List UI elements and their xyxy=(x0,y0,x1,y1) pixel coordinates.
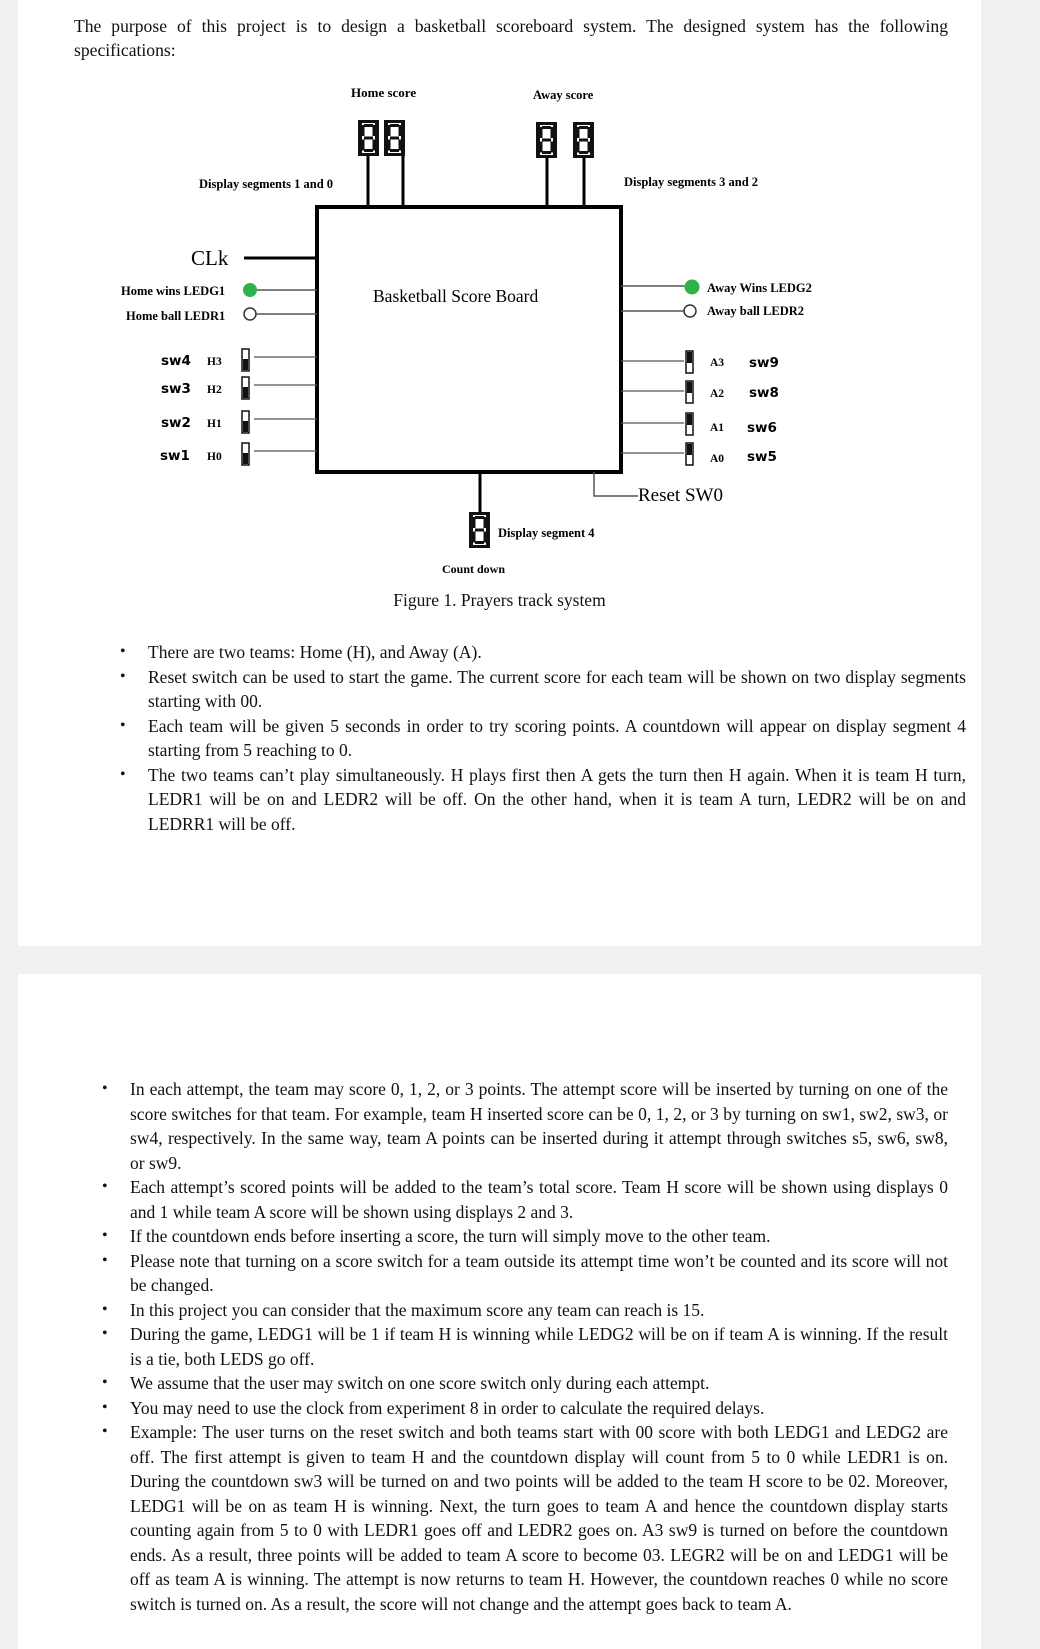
home-switch-row-3 xyxy=(160,443,317,465)
away-display-2 xyxy=(573,122,594,158)
clk-label: CLk xyxy=(191,246,229,270)
spec-list-1 xyxy=(92,640,966,836)
home-ball-label: Home ball LEDR1 xyxy=(126,309,226,323)
svg-text:A3: A3 xyxy=(710,357,725,369)
block-diagram xyxy=(18,0,981,600)
home-switch-row-1 xyxy=(161,377,317,399)
home-display-0 xyxy=(384,120,405,156)
svg-text:sw8: sw8 xyxy=(749,385,779,401)
home-switch-row-0 xyxy=(161,349,317,371)
svg-text:sw5: sw5 xyxy=(747,449,777,465)
list-item: • If the countdown ends before inserting a score, the turn will simply move to the other team. xyxy=(130,1224,948,1249)
figure-caption: Figure 1. Prayers track system xyxy=(393,590,606,610)
list-item: • During the game, LEDG1 will be 1 if team H is winning while LEDG2 will be on if team A is winning. If the result is a tie, both LEDS go off. xyxy=(130,1322,948,1371)
home-ball-led xyxy=(244,308,256,320)
reset-label: Reset SW0 xyxy=(638,485,723,506)
list-item: • There are two teams: Home (H), and Away (A). xyxy=(148,640,966,665)
spec-list-2 xyxy=(74,1077,948,1616)
svg-text:A2: A2 xyxy=(710,388,725,400)
home-switch-row-2 xyxy=(161,411,317,433)
list-item: • Reset switch can be used to start the game. The current score for each team will be shown on two display segments starting with 00. xyxy=(148,665,966,714)
away-ball-label: Away ball LEDR2 xyxy=(707,304,805,318)
svg-text:H2: H2 xyxy=(207,384,222,396)
home-wins-label: Home wins LEDG1 xyxy=(121,284,226,298)
list-item: • The two teams can’t play simultaneously. H plays first then A gets the turn then H again. When it is team H turn, LEDR1 will be on and LEDR2 will be off. On the other hand, when it is team A turn, LEDR2 will be on and LEDRR1 will be off. xyxy=(148,763,966,837)
home-wins-led xyxy=(243,283,257,297)
svg-text:sw1: sw1 xyxy=(160,448,190,464)
list-item: • Example: The user turns on the reset switch and both teams start with 00 score with both LEDG1 and LEDG2 are off. The first attempt is given to team H and the countdown display will count from 5 to 0 while LEDR1 is on. During the countdown sw3 will be turned on and two points will be added to the team H score to be 02. Moreover, LEDG1 will be on as team H is winning. Next, the turn goes to team A and hence the countdown display starts counting again from 5 to 0 with LEDR1 goes off and LEDR2 goes on. A3 sw9 is turned on before the countdown ends. As a result, three points will be added to team A score to become 03. LEGR2 will be on and LEDG1 will be off as team A is winning. The attempt is now returns to team H. However, the countdown reaches 0 while no score switch is turned on. As a result, the score will not change and the attempt goes back to team A. xyxy=(130,1420,948,1616)
list-item: • Please note that turning on a score switch for a team outside its attempt time won’t be counted and its score will not be changed. xyxy=(130,1249,948,1298)
display-segment-4-label: Display segment 4 xyxy=(498,526,595,540)
home-score-label: Home score xyxy=(351,85,417,100)
away-switch-row-0 xyxy=(621,351,779,373)
away-switch-row-3 xyxy=(621,443,777,465)
away-wins-led xyxy=(685,280,700,295)
list-item: • Each attempt’s scored points will be added to the team’s total score. Team H score will be shown using displays 0 and 1 while team A score will be shown using displays 2 and 3. xyxy=(130,1175,948,1224)
svg-text:H0: H0 xyxy=(207,451,222,463)
countdown-display xyxy=(469,512,490,548)
svg-text:H3: H3 xyxy=(207,356,222,368)
svg-text:sw9: sw9 xyxy=(749,355,779,371)
scoreboard-title: Basketball Score Board xyxy=(373,286,539,306)
scoreboard-figure xyxy=(18,0,981,620)
away-switch-row-2 xyxy=(621,413,777,436)
svg-text:sw4: sw4 xyxy=(161,353,191,369)
countdown-label: Count down xyxy=(442,562,506,576)
svg-text:A0: A0 xyxy=(710,453,725,465)
svg-text:sw3: sw3 xyxy=(161,381,191,397)
list-item: • In each attempt, the team may score 0, 1, 2, or 3 points. The attempt score will be inserted by turning on one of the score switches for that team. For example, team H inserted score can be 0, 1, 2, or 3 by turning on sw1, sw2, sw3, or sw4, respectively. In the same way, team A points can be inserted during it attempt through switches s5, sw6, sw8, or sw9. xyxy=(130,1077,948,1175)
display-segments-1-0-label: Display segments 1 and 0 xyxy=(199,177,334,191)
list-item: • Each team will be given 5 seconds in order to try scoring points. A countdown will appear on display segment 4 starting from 5 reaching to 0. xyxy=(148,714,966,763)
display-segments-3-2-label: Display segments 3 and 2 xyxy=(624,175,759,189)
home-display-1 xyxy=(358,120,379,156)
svg-text:H1: H1 xyxy=(207,418,222,430)
svg-text:sw2: sw2 xyxy=(161,415,191,431)
svg-text:sw6: sw6 xyxy=(747,420,777,436)
intro-paragraph: The purpose of this project is to design a basketball scoreboard system. The designed system has the following specifications: xyxy=(74,16,948,60)
away-switch-row-1 xyxy=(621,381,779,403)
list-item: • You may need to use the clock from experiment 8 in order to calculate the required delays. xyxy=(130,1396,948,1421)
svg-text:A1: A1 xyxy=(710,422,725,434)
away-wins-label: Away Wins LEDG2 xyxy=(707,281,812,295)
list-item: • We assume that the user may switch on one score switch only during each attempt. xyxy=(130,1371,948,1396)
list-item: • In this project you can consider that the maximum score any team can reach is 15. xyxy=(130,1298,948,1323)
scoreboard-box xyxy=(317,207,621,472)
document-page-1 xyxy=(18,0,981,946)
away-score-label: Away score xyxy=(533,88,594,102)
away-display-3 xyxy=(536,122,557,158)
away-ball-led xyxy=(684,305,696,317)
